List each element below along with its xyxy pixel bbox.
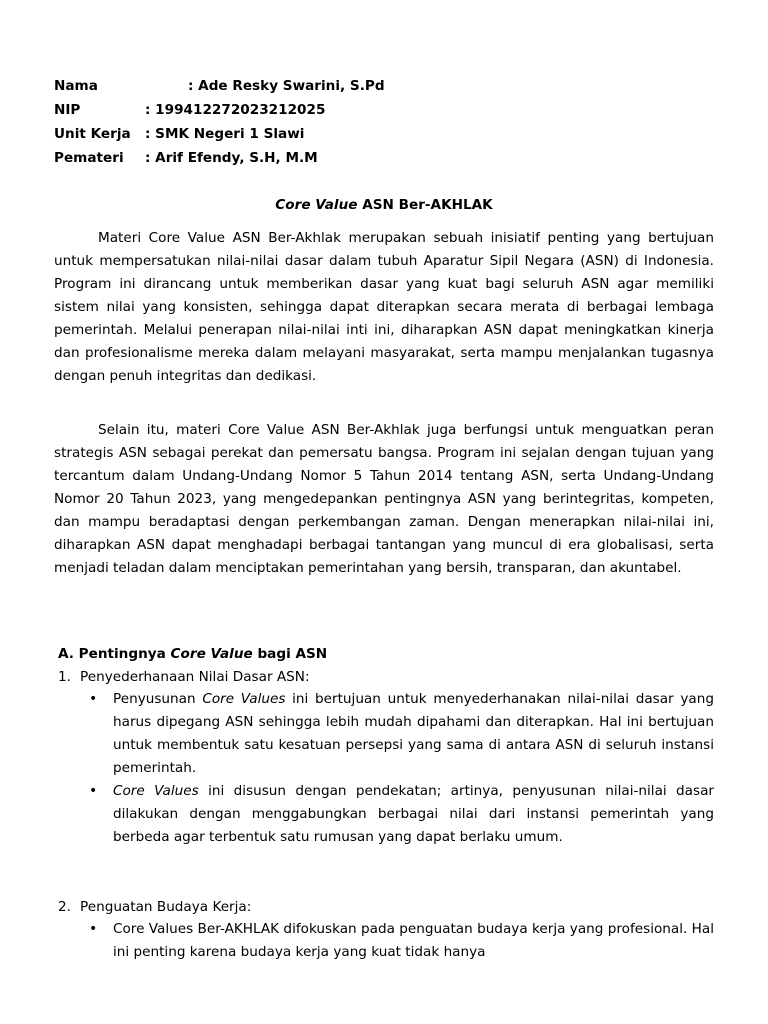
title-rest: ASN Ber-AKHLAK [357,197,493,213]
bullet-item-1-2 [89,780,714,849]
list-item-2-number: 2. [58,899,71,915]
unit-kerja-value: : SMK Negeri 1 Slawi [145,126,305,142]
section-a-italic: Core Value [170,646,253,662]
bullet-1-1-italic: Core Values [202,691,286,707]
bullet-icon: • [89,783,98,799]
section-a-suffix: bagi ASN [252,646,328,662]
list-item-1-label: Penyederhanaan Nilai Dasar ASN: [80,669,310,685]
list-item-2 [58,897,251,917]
document-title [0,195,768,215]
bullet-1-1-post: ini bertujuan untuk menyederhanakan nilai-nilai dasar yang harus dipegang ASN sehingga lebih mudah dipahami dan diterapkan. Hal ini bertujuan untuk membentuk satu kesatuan persepsi yang sama di antara ASN di seluruh instansi pemerintah. [113,691,714,777]
pemateri-label: Pemateri [54,150,124,166]
nip-label: NIP [54,102,81,118]
list-item-2-label: Penguatan Budaya Kerja: [80,899,252,915]
bullet-1-2-italic: Core Values [113,783,199,799]
bullet-item-1-1-text [113,688,714,780]
unit-kerja-label: Unit Kerja [54,126,131,142]
paragraph-2: Selain itu, materi Core Value ASN Ber-Akhlak juga berfungsi untuk menguatkan peran strategis ASN sebagai perekat dan pemersatu bangsa. Program ini sejalan dengan tujuan yang tercantum dalam Undang-Undang Nomor 5 Tahun 2014 tentang ASN, serta Undang-Undang Nomor 20 Tahun 2023, yang mengedepankan pentingnya ASN yang berintegritas, kompeten, dan mampu beradaptasi dengan perkembangan zaman. Dengan menerapkan nilai-nilai ini, diharapkan ASN dapat menghadapi berbagai tantangan yang muncul di era globalisasi, serta menjadi teladan dalam menciptakan pemerintahan yang bersih, transparan, dan akuntabel. [54,422,714,577]
bullet-1-2-post: ini disusun dengan pendekatan; artinya, penyusunan nilai-nilai dasar dilakukan dengan menggabungkan berbagai nilai dari instansi pemerintah yang berbeda agar terbentuk satu rumusan yang dapat berlaku umum. [113,783,714,846]
nip-value: : 199412272023212025 [145,102,326,118]
bullet-icon: • [89,691,98,707]
list-item-1-number: 1. [58,669,71,685]
pemateri-value: : Arif Efendy, S.H, M.M [145,150,318,166]
bullet-item-1-2-text [113,780,714,849]
section-a-prefix: A. Pentingnya [58,646,171,662]
bullet-1-1-pre: Penyusunan [113,691,203,707]
nama-label: Nama [54,78,98,94]
bullet-item-1-1 [89,688,714,780]
bullet-item-2-1-text: Core Values Ber-AKHLAK difokuskan pada penguatan budaya kerja yang profesional. Hal ini penting karena budaya kerja yang kuat tidak hanya [113,921,714,961]
list-item-1 [58,667,310,687]
title-italic: Core Value [275,197,358,213]
bullet-icon: • [89,921,98,937]
paragraph-1: Materi Core Value ASN Ber-Akhlak merupakan sebuah inisiatif penting yang bertujuan untuk mempersatukan nilai-nilai dasar dalam tubuh Aparatur Sipil Negara (ASN) di Indonesia. Program ini dirancang untuk memberikan dasar yang kuat bagi seluruh ASN agar memiliki sistem nilai yang konsisten, sehingga dapat diterapkan secara merata di berbagai lembaga pemerintah. Melalui penerapan nilai-nilai inti ini, diharapkan ASN dapat meningkatkan kinerja dan profesionalisme mereka dalam melayani masyarakat, serta mampu menjalankan tugasnya dengan penuh integritas dan dedikasi. [54,230,714,385]
bullet-item-2-1 [89,918,714,964]
nama-value: : Ade Resky Swarini, S.Pd [188,78,385,94]
section-a-title [58,644,327,664]
